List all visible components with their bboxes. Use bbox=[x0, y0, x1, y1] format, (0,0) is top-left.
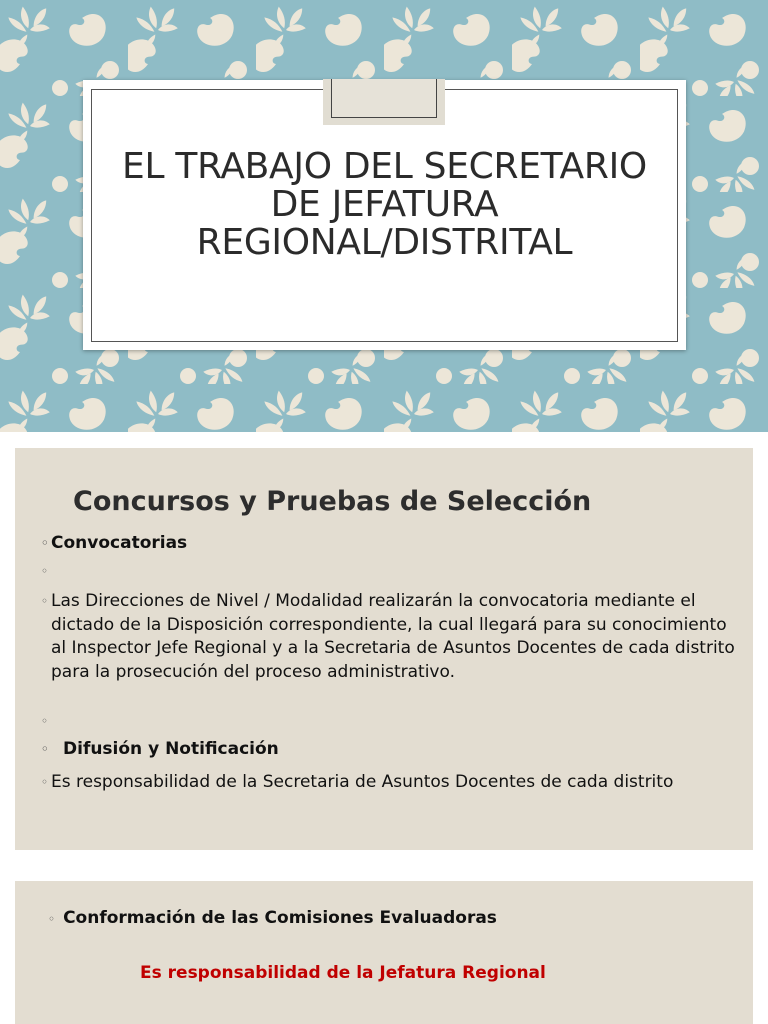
highlight-text: Es responsabilidad de la Jefatura Regional bbox=[140, 963, 546, 983]
bullet-direcciones bbox=[41, 590, 741, 684]
bullet-text: Es responsabilidad de la Secretaria de Asuntos Docentes de cada distrito bbox=[51, 772, 674, 792]
bullet-circle-icon: ◦ bbox=[41, 536, 49, 550]
title-card-tab bbox=[323, 79, 445, 125]
title-line-1: EL TRABAJO DEL SECRETARIO bbox=[122, 146, 647, 187]
bullet-text: Difusión y Notificación bbox=[63, 739, 279, 759]
slide-heading: Concursos y Pruebas de Selección bbox=[73, 486, 592, 517]
bullet-text: Convocatorias bbox=[51, 533, 188, 553]
title-line-3: REGIONAL/DISTRITAL bbox=[196, 222, 573, 263]
bullet-convocatorias bbox=[41, 532, 741, 556]
bullet-text: Conformación de las Comisiones Evaluadoras bbox=[63, 908, 497, 928]
bullet-difusion bbox=[41, 738, 741, 762]
bullet-conformacion bbox=[48, 908, 497, 928]
title-card-tab-inner bbox=[331, 79, 437, 118]
bullet-circle-icon: ◦ bbox=[41, 775, 49, 789]
slide-title bbox=[83, 148, 686, 262]
bullet-circle-icon: ◦ bbox=[41, 742, 49, 756]
bullet-circle-icon: ◦ bbox=[41, 564, 49, 578]
content-slide-concursos bbox=[15, 448, 753, 850]
title-line-2: DE JEFATURA bbox=[270, 184, 499, 225]
bullet-circle-icon: ◦ bbox=[48, 912, 56, 926]
title-card bbox=[83, 80, 686, 350]
bullet-text: Las Direcciones de Nivel / Modalidad realizarán la convocatoria mediante el dictado de la Disposición correspondiente, la cual llegará para su conocimiento al Inspector Jefe Regional y a la Secretaria de Asuntos Docentes de cada distrito para la prosecución del proceso administrativo. bbox=[51, 591, 735, 682]
title-slide bbox=[0, 0, 768, 432]
content-slide-comisiones bbox=[15, 881, 753, 1024]
bullet-circle-icon: ◦ bbox=[41, 714, 49, 728]
bullet-circle-icon: ◦ bbox=[41, 594, 49, 608]
bullet-responsabilidad bbox=[41, 771, 741, 795]
